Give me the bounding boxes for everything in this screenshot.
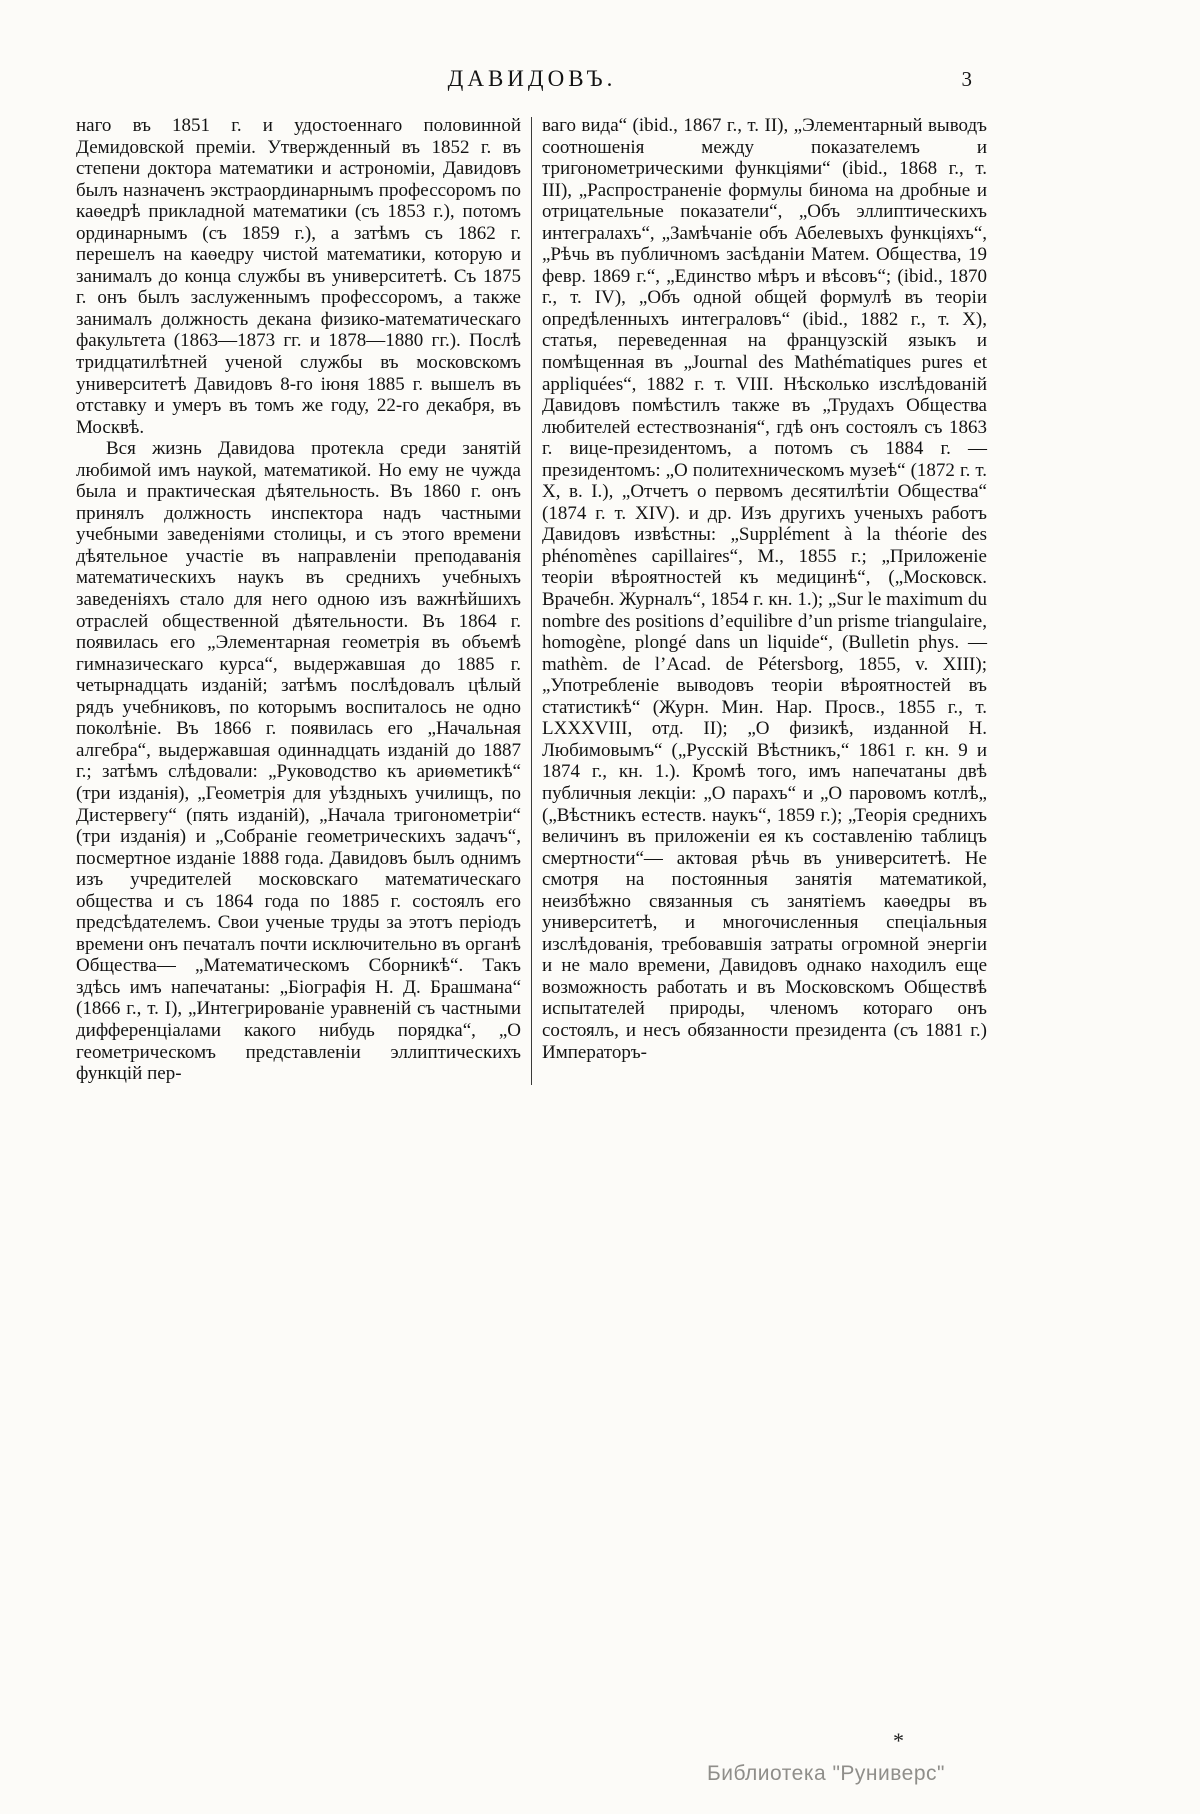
paragraph: Вся жизнь Давидова протекла среди занятій любимой имъ наукой, математикой. Но ему не чужда была и практическая дѣятельность. Въ 1860 г. онъ принялъ должность инспектора надъ частными учебными заведеніями столицы, и съ этого времени дѣятельное участіе въ направленіи преподаванія математическихъ наукъ въ среднихъ учебныхъ заведеніяхъ стало для него одною изъ важнѣйшихъ отраслей общественной дѣятельности. Въ 1864 г. появилась его „Элементарная геометрія въ объемѣ гимназическаго курса“, выдержавшая до 1885 г. четырнадцать изданій; затѣмъ послѣдовалъ цѣлый рядъ учебниковъ, по которымъ воспиталось не одно поколѣніе. Въ 1866 г. появилась его „Начальная алгебра“, выдержавшая одиннадцать изданій до 1887 г.; затѣмъ слѣдовали: „Руководство къ ариѳметикѣ“ (три изданія), „Геометрія для уѣздныхъ училищъ, по Дистервегу“ (пять изданій), „Начала тригонометріи“ (три изданія) и „Собраніе геометрическихъ задачъ“, посмертное изданіе 1888 года. Давидовъ былъ однимъ изъ учредителей московскаго математическаго общества и съ 1864 года по 1885 г. состоялъ его предсѣдателемъ. Свои ученые труды за этотъ періодъ времени онъ печаталъ почти исключительно въ органѣ Общества— „Математическомъ Сборникѣ“. Такъ здѣсь имъ напечатаны: „Біографія Н. Д. Брашмана“ (1866 г., т. I), „Интегрированіе уравненій съ частными дифференціалами какого нибудь порядка“, „О геометрическомъ представленіи эллиптическихъ функцій пер- bbox=[76, 438, 521, 1085]
footnote-asterisk: * bbox=[893, 1728, 904, 1753]
page-title: ДАВИДОВЪ. bbox=[447, 66, 617, 91]
page-header bbox=[76, 66, 988, 100]
column-divider bbox=[531, 117, 532, 1085]
paragraph: ваго вида“ (ibid., 1867 г., т. II), „Элементарный выводъ соотношенія между показателемъ и тригонометрическими функціями“ (ibid., 1868 г., т. III), „Распространеніе формулы бинома на дробные и отрицательные показатели“, „Объ эллиптическихъ интегралахъ“, „Замѣчаніе объ Абелевыхъ функціяхъ“, „Рѣчь въ публичномъ засѣданіи Матем. Общества, 19 февр. 1869 г.“, „Единство мѣръ и вѣсовъ“; (ibid., 1870 г., т. IV), „Объ одной общей формулѣ въ теоріи опредѣленныхъ интеграловъ“ (ibid., 1882 г., т. X), статья, переведенная на французскій языкъ и помѣщенная въ „Journal des Mathématiques pures et appliquées“, 1882 г. т. VIII. Нѣсколько изслѣдованій Давидовъ помѣстилъ также въ „Трудахъ Общества любителей естествознанія“, гдѣ онъ состоялъ съ 1863 г. вице-президентомъ, а потомъ съ 1884 г. — президентомъ: „О политехническомъ музеѣ“ (1872 г. т. X, в. I.), „Отчетъ о первомъ десятилѣтіи Общества“ (1874 г. т. XIV). и др. Изъ другихъ ученыхъ работъ Давидовъ извѣстны: „Supplément à la théorie des phénomènes capillaires“, М., 1855 г.; „Приложеніе теоріи вѣроятностей къ медицинѣ“, („Московск. Врачебн. Журналъ“, 1854 г. кн. 1.); „Sur le maximum du nombre des positions d’equilibre d’un prisme triangulaire, homogène, plongé dans un liquide“, (Bulletin phys. — mathèm. de l’Acad. de Pétersborg, 1855, v. XIII); „Употребленіе выводовъ теоріи вѣроятностей въ статистикѣ“ (Журн. Мин. Нар. Просв., 1855 г., т. LXXXVIII, отд. II); „О физикѣ, изданной Н. Любимовымъ“ („Русскій Вѣстникъ,“ 1861 г. кн. 9 и 1874 г., кн. 1.). Кромѣ того, имъ напечатаны двѣ публичныя лекціи: „О парахъ“ и „О паровомъ котлѣ„ („Вѣстникъ естеств. наукъ“, 1859 г.); „Теорія среднихъ величинъ въ приложеніи ея къ составленію таблицъ смертности“— актовая рѣчь въ университетѣ. Не смотря на постоянныя занятія математикой, неизбѣжно связанныя съ занятіемъ каѳедры въ университетѣ, и многочисленныя спеціальныя изслѣдованія, требовавшія затраты огромной энергіи и не мало времени, Давидовъ однако находилъ еще возможность работать и въ Московскомъ Обществѣ испытателей природы, членомъ котораго онъ состоялъ, и несъ обязанности президента (съ 1881 г.) Императоръ- bbox=[542, 115, 987, 1063]
text-block bbox=[76, 115, 988, 1085]
column-right bbox=[542, 115, 987, 1085]
page-number: 3 bbox=[961, 67, 972, 91]
column-left bbox=[76, 115, 521, 1085]
library-watermark: Библиотека "Руниверс" bbox=[706, 1762, 945, 1785]
paragraph: наго въ 1851 г. и удостоеннаго половинной Демидовской преміи. Утвержденный въ 1852 г. въ степени доктора математики и астрономіи, Давидовъ былъ назначенъ экстраординарнымъ профессоромъ по каѳедрѣ прикладной математики (съ 1853 г.), потомъ ординарнымъ (съ 1859 г.), а затѣмъ съ 1862 г. перешелъ на каѳедру чистой математики, которую и занималъ до конца службы въ университетѣ. Съ 1875 г. онъ былъ заслуженнымъ профессоромъ, а также занималъ должность декана физико-математическаго факультета (1863—1873 гг. и 1878—1880 гг.). Послѣ тридцатилѣтней ученой службы въ московскомъ университетѣ Давидовъ 8-го іюня 1885 г. вышелъ въ отставку и умеръ въ томъ же году, 22-го декабря, въ Москвѣ. bbox=[76, 115, 521, 438]
